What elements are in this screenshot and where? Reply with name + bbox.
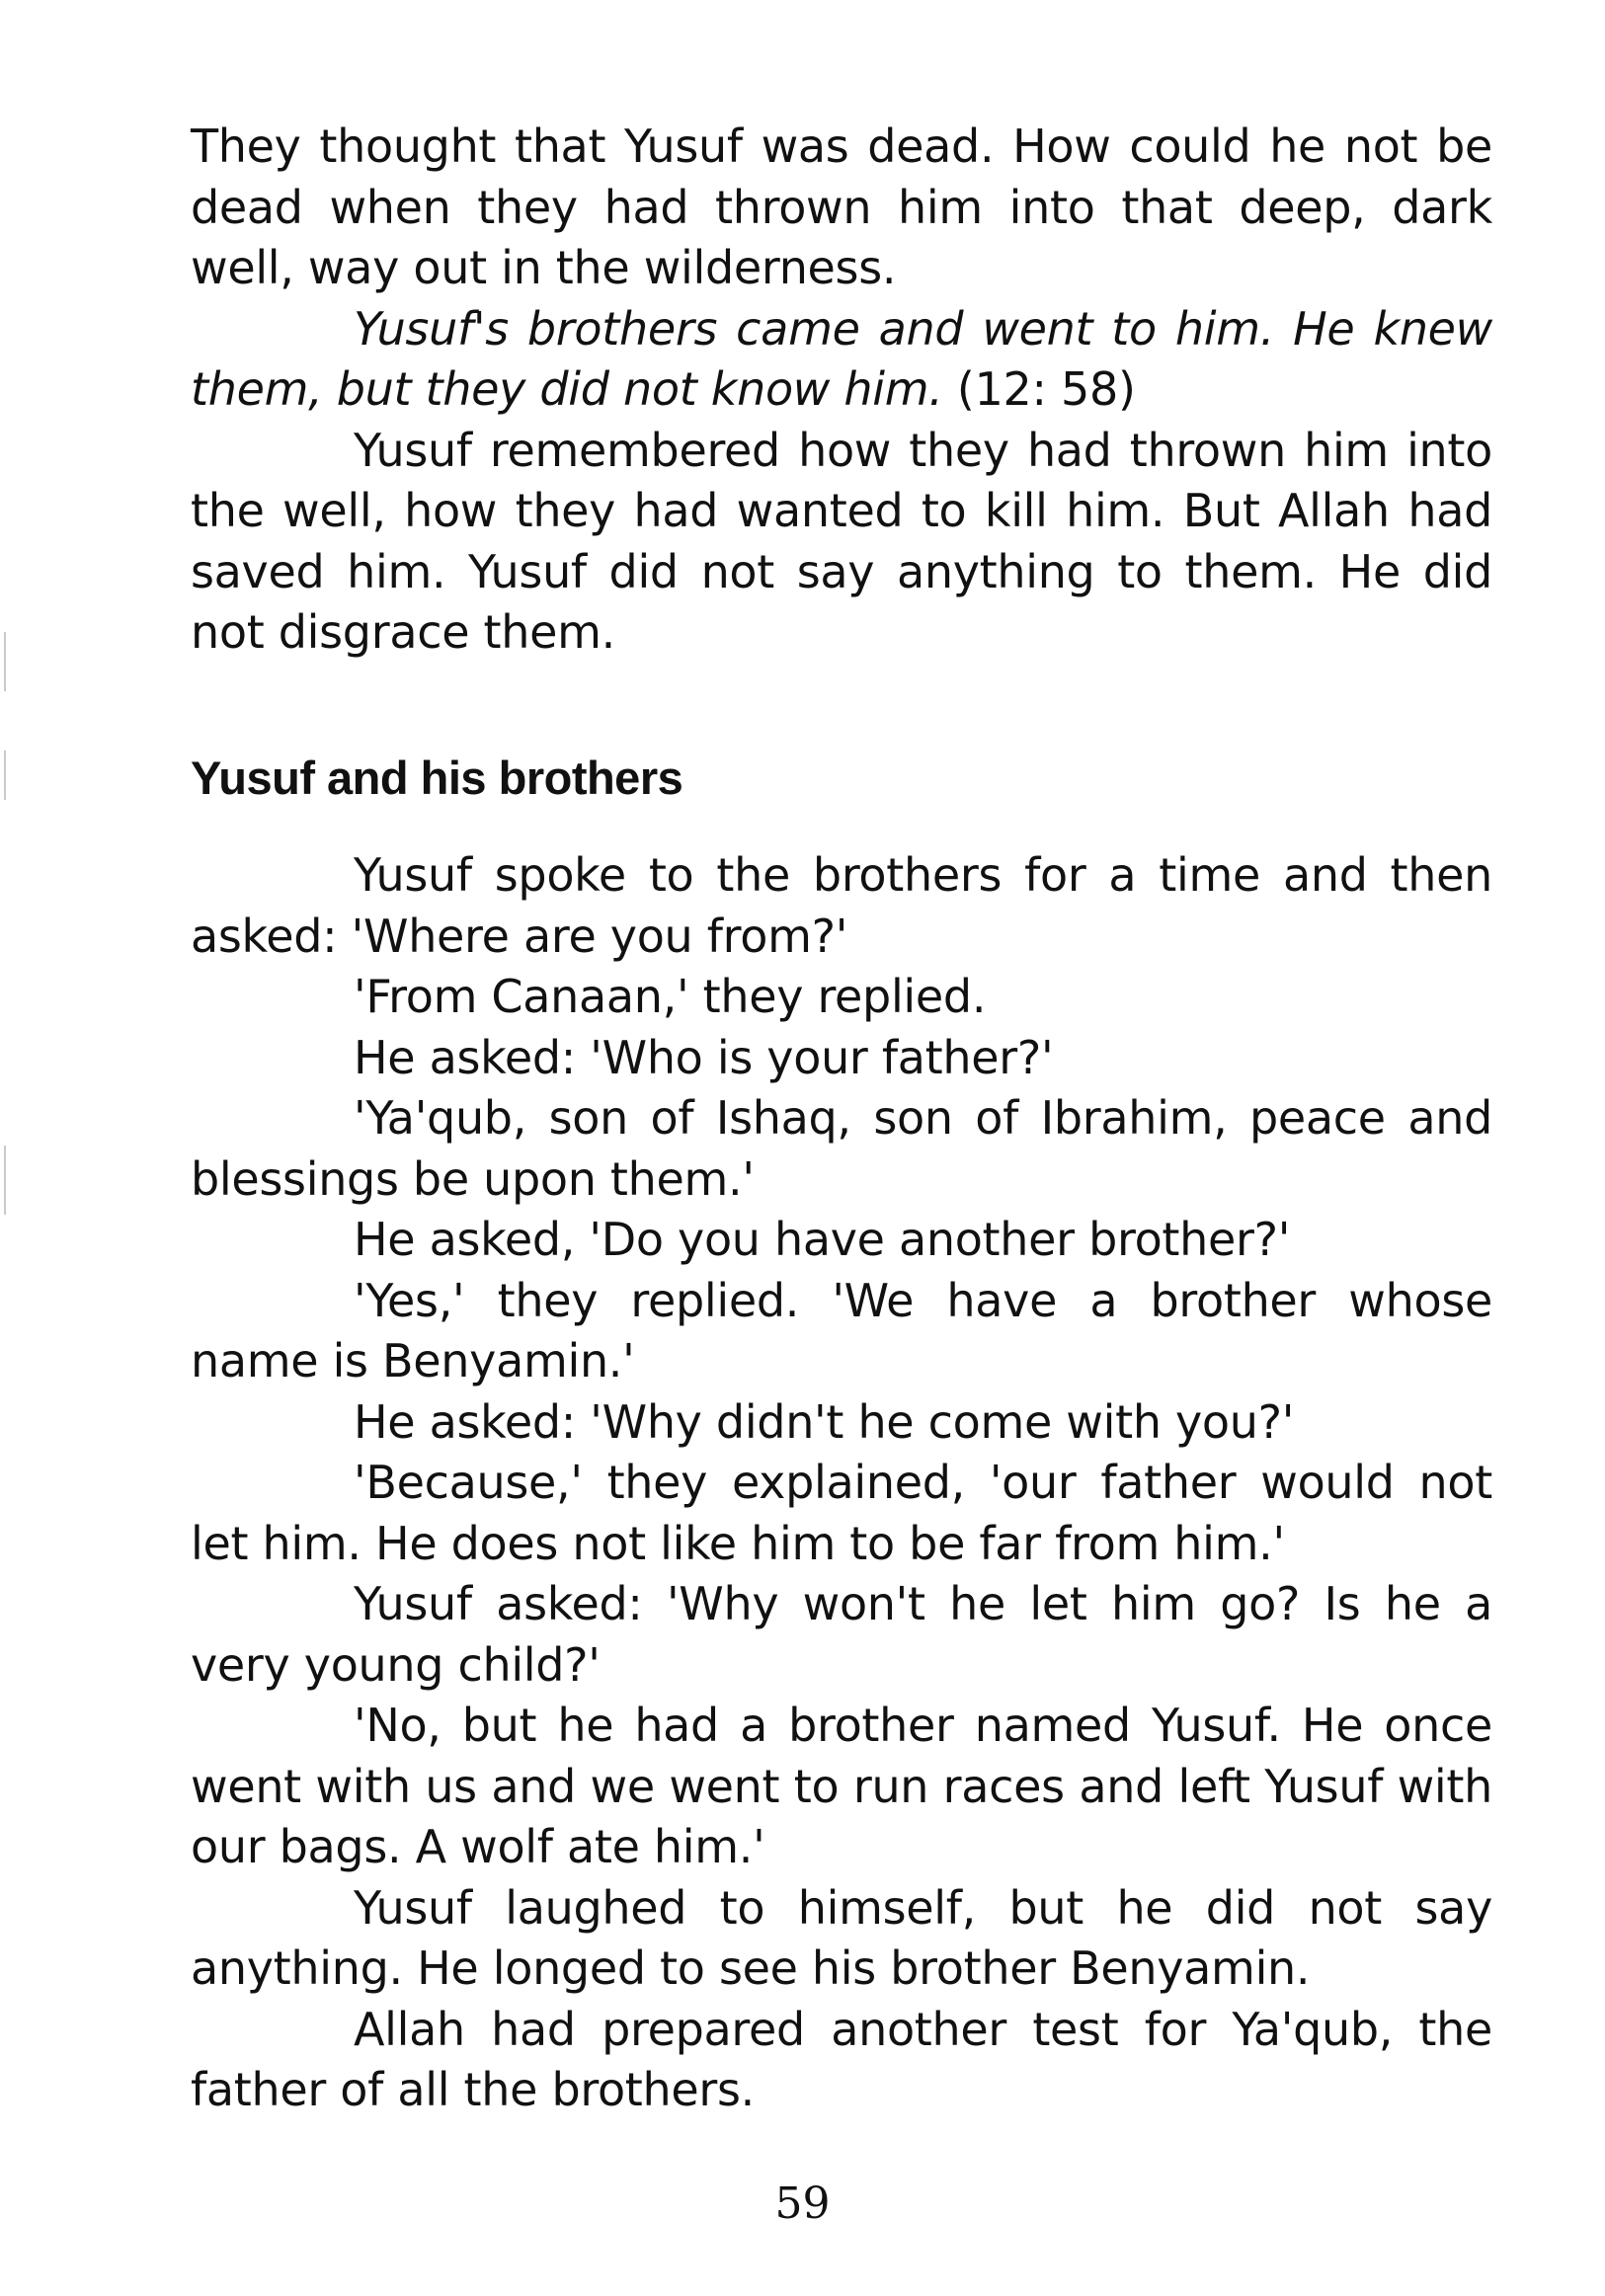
paragraph: 'Ya'qub, son of Ishaq, son of Ibrahim, peace and blessings be upon them.' <box>191 1091 1492 1206</box>
quran-quote: Yusuf's brothers came and went to him. He knew them, but they did not know him. <box>191 301 1492 416</box>
paragraph: 'From Canaan,' they replied. <box>354 970 987 1023</box>
verse-reference: (12: 58) <box>942 362 1136 416</box>
paragraph: He asked: 'Who is your father?' <box>354 1030 1054 1084</box>
paragraph: They thought that Yusuf was dead. How could he not be dead when they had thrown him into that deep, dark well, way out in the wilderness. <box>191 119 1492 294</box>
paragraph: Yusuf asked: 'Why won't he let him go? Is he a very young child?' <box>191 1577 1492 1692</box>
paragraph: 'Because,' they explained, 'our father would not let him. He does not like him to be far from him.' <box>191 1456 1492 1570</box>
section-heading: Yusuf and his brothers <box>191 752 683 804</box>
page-number: 59 <box>774 2178 831 2229</box>
paragraph: He asked: 'Why didn't he come with you?' <box>354 1394 1295 1449</box>
paragraph: Yusuf spoke to the brothers for a time and then asked: 'Where are you from?' <box>191 848 1492 963</box>
binding-edge-mark <box>4 632 6 691</box>
top-text-block <box>191 117 1492 664</box>
paragraph: Yusuf remembered how they had thrown him into the well, how they had wanted to kill him. But Allah had saved him. Yusuf did not say anything to them. He did not disgrace them. <box>191 423 1492 659</box>
binding-edge-mark <box>4 751 6 800</box>
bottom-text-block <box>191 845 1492 2121</box>
paragraph: Yusuf laughed to himself, but he did not say anything. He longed to see his brother Benyamin. <box>191 1880 1492 1995</box>
paragraph: 'Yes,' they replied. 'We have a brother whose name is Benyamin.' <box>191 1273 1492 1387</box>
quran-quote-paragraph <box>191 299 1492 421</box>
paragraph: 'No, but he had a brother named Yusuf. He once went with us and we went to run races and left Yusuf with our bags. A wolf ate him.' <box>191 1699 1492 1873</box>
paragraph: Allah had prepared another test for Ya'qub, the father of all the brothers. <box>191 2002 1492 2116</box>
binding-edge-mark <box>4 1146 6 1215</box>
paragraph: He asked, 'Do you have another brother?' <box>354 1213 1291 1266</box>
